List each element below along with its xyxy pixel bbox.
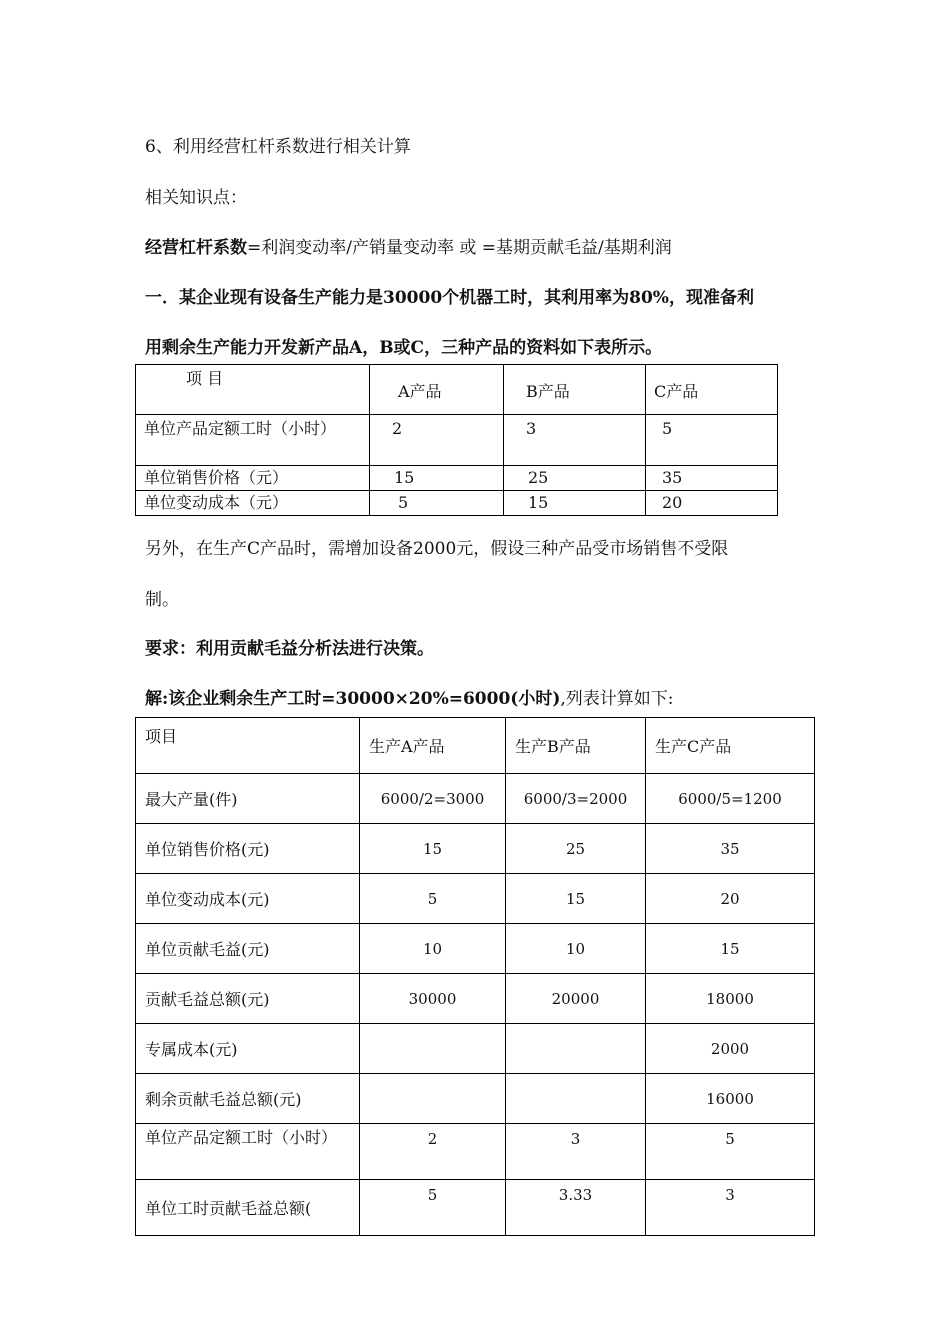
cell-value: 2 (360, 1124, 506, 1180)
solution-line (145, 684, 674, 709)
row-label: 专属成本(元) (136, 1024, 360, 1074)
table-row (136, 874, 815, 924)
cell-value: 3 (646, 1180, 815, 1236)
row-label: 单位销售价格(元) (136, 824, 360, 874)
cell-value: 6000/5=1200 (646, 774, 815, 824)
cell-value: 3 (506, 1124, 646, 1180)
solution-calculation: 解:该企业剩余生产工时=30000×20%=6000(小时) (145, 689, 561, 709)
table-row (136, 466, 778, 491)
cell-value (360, 1024, 506, 1074)
table-row (136, 1124, 815, 1180)
row-label: 单位变动成本(元) (136, 874, 360, 924)
cell-value: 2 (370, 415, 504, 466)
cell-value: 2000 (646, 1024, 815, 1074)
cell-value: 15 (370, 466, 504, 491)
formula-definition: =利润变动率/产销量变动率 或 =基期贡献毛益/基期利润 (247, 238, 672, 258)
row-label: 单位工时贡献毛益总额( (136, 1180, 360, 1236)
table-header-cell: 生产C产品 (646, 718, 815, 774)
table-row (136, 1074, 815, 1124)
table-row (136, 1180, 815, 1236)
cell-value: 30000 (360, 974, 506, 1024)
problem-statement-line-2: 用剩余生产能力开发新产品A，B或C，三种产品的资料如下表所示。 (145, 338, 663, 358)
note-line-1: 另外，在生产C产品时，需增加设备2000元，假设三种产品受市场销售不受限 (145, 539, 729, 559)
table-header-row (136, 365, 778, 415)
cell-value: 15 (506, 874, 646, 924)
row-label: 最大产量(件) (136, 774, 360, 824)
cell-value: 35 (646, 466, 778, 491)
cell-value: 5 (360, 874, 506, 924)
table-row (136, 1024, 815, 1074)
cell-value: 15 (504, 491, 646, 516)
requirement: 要求：利用贡献毛益分析法进行决策。 (145, 639, 434, 659)
table-header-cell: 项 目 (136, 365, 370, 415)
table-row (136, 415, 778, 466)
problem-statement-line-1: 一．某企业现有设备生产能力是30000个机器工时，其利用率为80%，现准备利 (145, 288, 754, 308)
row-label: 剩余贡献毛益总额(元) (136, 1074, 360, 1124)
table-row (136, 774, 815, 824)
table-header-cell: C产品 (646, 365, 778, 415)
cell-value (360, 1074, 506, 1124)
cell-value: 20 (646, 874, 815, 924)
table-header-cell: 生产A产品 (360, 718, 506, 774)
row-label: 单位产品定额工时（小时） (136, 1124, 360, 1180)
table-row (136, 974, 815, 1024)
solution-suffix: ,列表计算如下: (560, 689, 674, 709)
cell-value: 20 (646, 491, 778, 516)
row-label: 单位销售价格（元） (136, 466, 370, 491)
row-label: 单位产品定额工时（小时） (136, 415, 370, 466)
formula-line (145, 233, 672, 258)
contribution-margin-table (135, 717, 815, 1236)
cell-value: 6000/3=2000 (506, 774, 646, 824)
cell-value: 5 (646, 415, 778, 466)
row-label: 单位贡献毛益(元) (136, 924, 360, 974)
cell-value: 3 (504, 415, 646, 466)
table-row (136, 491, 778, 516)
section-heading: 6、利用经营杠杆系数进行相关计算 (145, 137, 411, 157)
table-header-cell: 项目 (136, 718, 360, 774)
cell-value (506, 1074, 646, 1124)
cell-value: 5 (646, 1124, 815, 1180)
row-label: 单位变动成本（元） (136, 491, 370, 516)
cell-value (506, 1024, 646, 1074)
cell-value: 20000 (506, 974, 646, 1024)
cell-value: 18000 (646, 974, 815, 1024)
cell-value: 16000 (646, 1074, 815, 1124)
cell-value: 10 (360, 924, 506, 974)
cell-value: 25 (504, 466, 646, 491)
cell-value: 5 (370, 491, 504, 516)
formula-term: 经营杠杆系数 (145, 238, 247, 258)
table-header-cell: 生产B产品 (506, 718, 646, 774)
table-header-cell: B产品 (504, 365, 646, 415)
product-data-table (135, 364, 778, 516)
cell-value: 6000/2=3000 (360, 774, 506, 824)
table-header-row (136, 718, 815, 774)
table-row (136, 924, 815, 974)
row-label: 贡献毛益总额(元) (136, 974, 360, 1024)
cell-value: 15 (646, 924, 815, 974)
cell-value: 25 (506, 824, 646, 874)
table-header-cell: A产品 (370, 365, 504, 415)
table-row (136, 824, 815, 874)
cell-value: 3.33 (506, 1180, 646, 1236)
note-line-2: 制。 (145, 590, 179, 610)
cell-value: 15 (360, 824, 506, 874)
knowledge-label: 相关知识点： (145, 188, 247, 208)
cell-value: 5 (360, 1180, 506, 1236)
cell-value: 35 (646, 824, 815, 874)
cell-value: 10 (506, 924, 646, 974)
